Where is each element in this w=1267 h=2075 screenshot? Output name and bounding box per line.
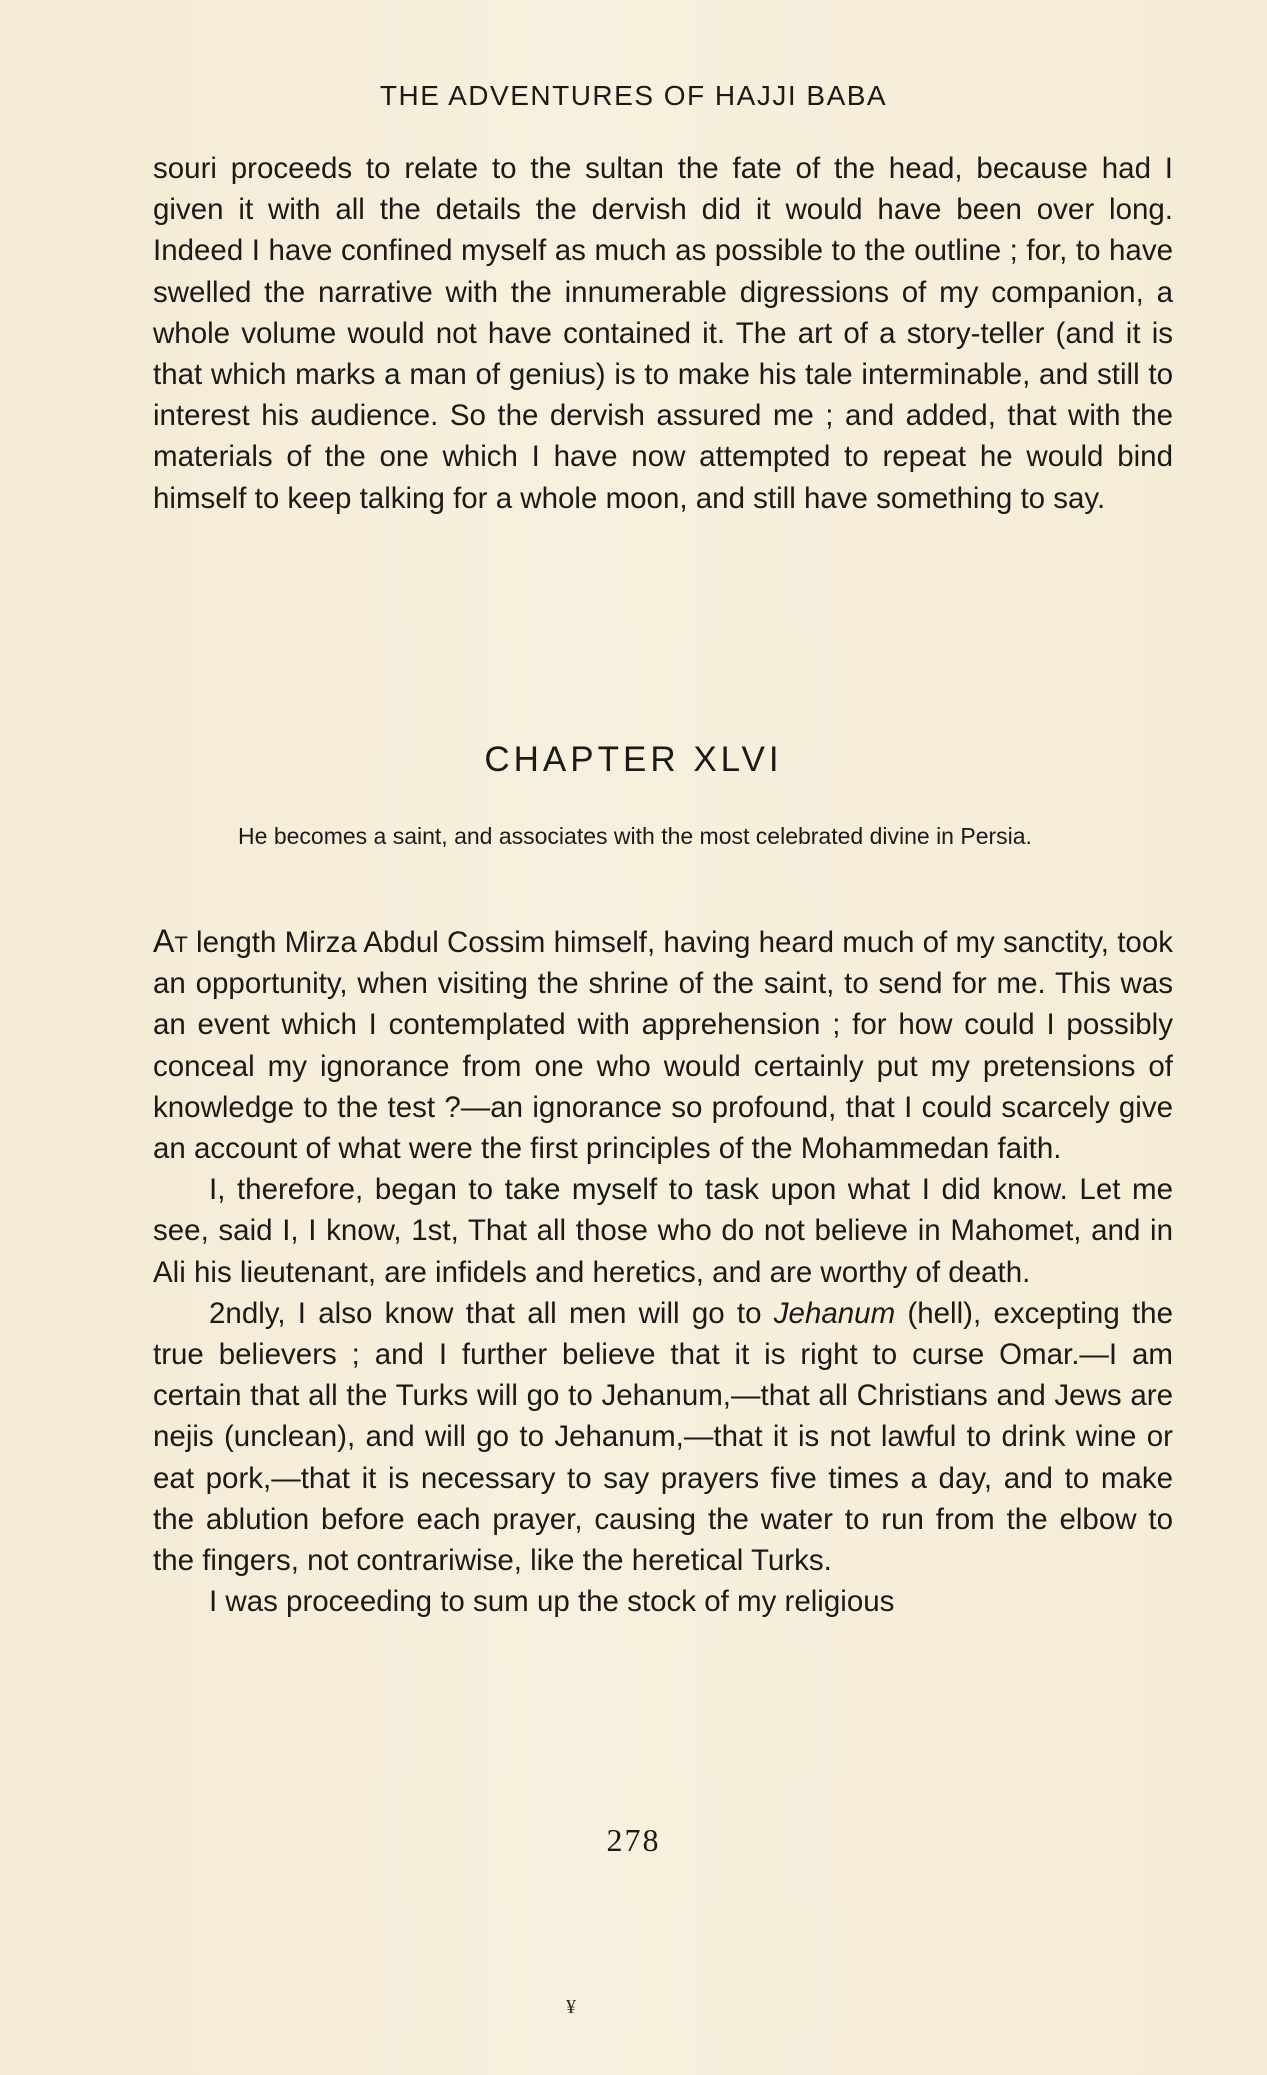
chapter-body <box>153 921 1173 1622</box>
paragraph-3-text-a: 2ndly, I also know that all men will go to <box>209 1296 774 1330</box>
paragraph-1-text: length Mirza Abdul Cossim himself, having heard much of my sanctity, took an opportunity, when visiting the shrine of the saint, to send for me. This was an event which I contemplated with apprehension ; for how could I possibly conceal my ignorance from one who would certainly put my pretensions of knowledge to the test ?—an ignorance so profound, that I could scarcely give an account of what were the first principles of the Mohammedan faith. <box>153 926 1173 1166</box>
running-head: THE ADVENTURES OF HAJJI BABA <box>379 80 888 111</box>
chapter-summary: He becomes a saint, and associates with the most celebrated divine in Persia. <box>238 823 1032 849</box>
paragraph-4: I was proceeding to sum up the stock of my religious <box>209 1585 895 1619</box>
printer-mark: ¥ <box>566 1996 576 2018</box>
paragraph-3-text-b: (hell), excepting the true believers ; and I further believe that it is right to curse Omar.—I am certain that all the Turks will go to Jehanum,—that all Christians and Jews are nejis (unclean), and will go to Jehanum,—that it is not lawful to drink wine or eat pork,—that it is necessary to say prayers five times a day, and to make the ablution before each prayer, causing the water to run from the elbow to the fingers, not contrariwise, like the heretical Turks. <box>153 1296 1173 1578</box>
paragraph-2: I, therefore, began to take myself to task upon what I did know. Let me see, said I, I know, 1st, That all those who do not believe in Mahomet, and in Ali his lieutenant, are infidels and heretics, and are worthy of death. <box>153 1173 1173 1289</box>
opening-text <box>153 148 1173 519</box>
opening-paragraph: souri proceeds to relate to the sultan the fate of the head, because had I given it with all the details the dervish did it would have been over long. Indeed I have confined myself as much as possible to the outline ; for, to have swelled the narrative with the innumerable digressions of my companion, a whole volume would not have contained it. The art of a story-teller (and it is that which marks a man of genius) is to make his tale interminable, and still to interest his audience. So the dervish assured me ; and added, that with the materials of the one which I have now attempted to repeat he would bind himself to keep talking for a whole moon, and still have something to say. <box>153 152 1173 515</box>
chapter-title: CHAPTER XLVI <box>484 740 783 779</box>
paragraph-3-italic: Jehanum <box>773 1296 896 1330</box>
page-number: 278 <box>606 1822 661 1858</box>
paragraph-3 <box>153 1293 1173 1581</box>
paragraph-1-lead: At <box>153 923 188 959</box>
paragraph-1 <box>153 921 1173 1169</box>
